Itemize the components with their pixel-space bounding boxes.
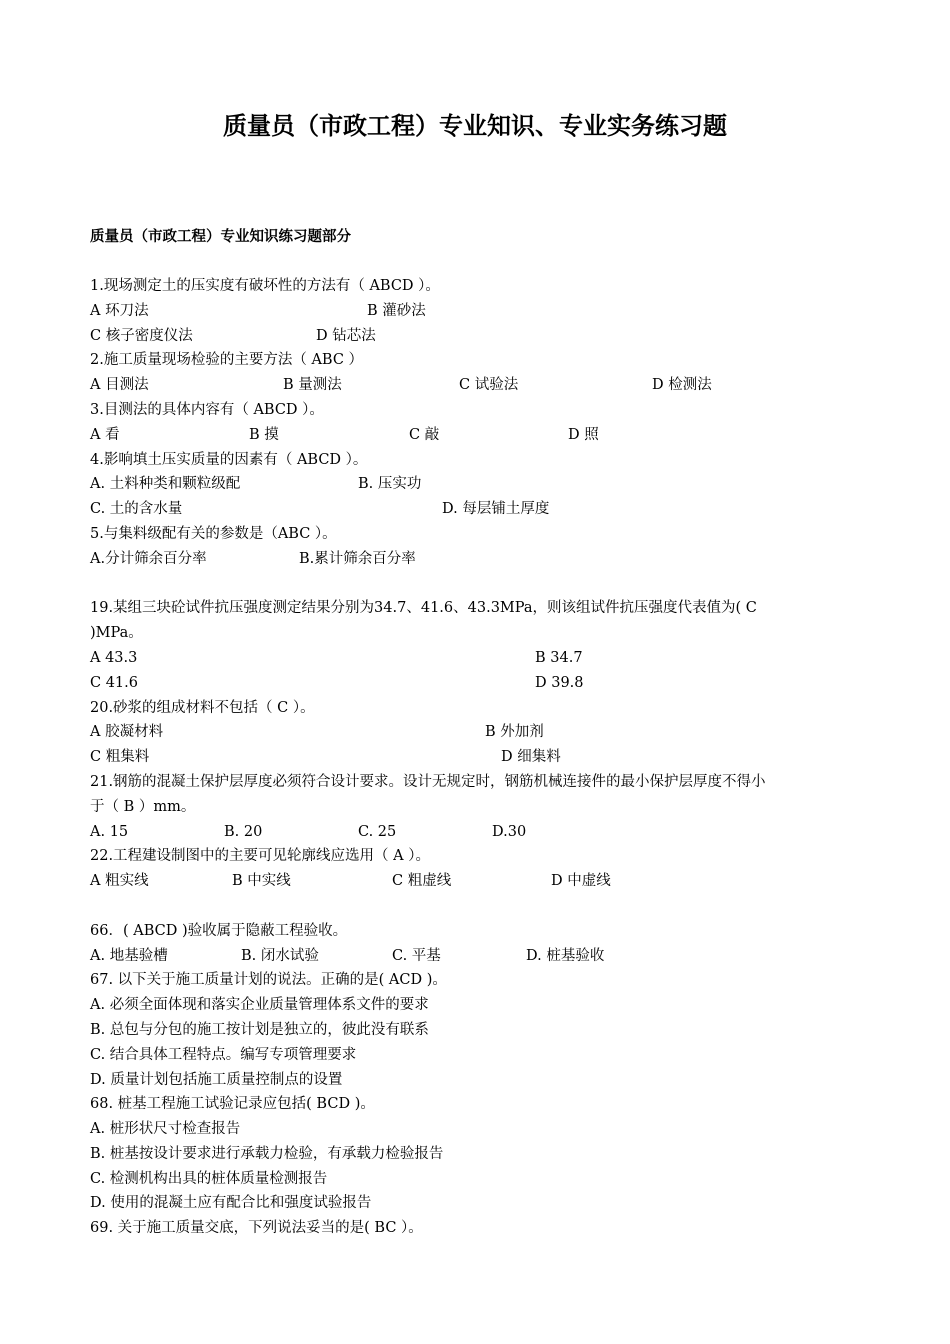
question-text: )MPa。: [90, 625, 143, 642]
question-68: [90, 1092, 870, 1117]
option-text: A. 必须全面体现和落实企业质量管理体系文件的要求: [90, 997, 429, 1014]
question-19: [90, 596, 870, 621]
document-title: 质量员（市政工程）专业知识、专业实务练习题: [223, 112, 727, 140]
option-c: [90, 1167, 870, 1192]
question-text: 5.与集料级配有关的参数是（ABC ）。: [90, 525, 337, 542]
question-2: [90, 348, 870, 373]
question-text: 于（ B ）mm。: [90, 798, 196, 815]
question-4: [90, 448, 870, 473]
question-text: 3.目测法的具体内容有（ ABCD ）。: [90, 401, 324, 418]
option-b: B 中实线: [232, 873, 291, 890]
question-text: 2.施工质量现场检验的主要方法（ ABC ）: [90, 352, 364, 369]
options-row: [90, 646, 870, 671]
option-d: [90, 1191, 870, 1216]
question-text: 66．( ABCD )验收属于隐蔽工程验收。: [90, 922, 348, 939]
option-c: C 核子密度仪法: [90, 327, 193, 344]
option-a: A 43.3: [90, 649, 138, 666]
option-c: C 粗虚线: [392, 873, 452, 890]
option-c: C. 土的含水量: [90, 501, 183, 518]
option-b: B 灌砂法: [367, 302, 426, 319]
question-20: [90, 696, 870, 721]
options-row: [90, 547, 870, 572]
option-text: C. 检测机构出具的桩体质量检测报告: [90, 1170, 328, 1187]
options-row: [90, 423, 870, 448]
option-a: A 胶凝材料: [90, 724, 164, 741]
option-a: A 目测法: [90, 377, 149, 394]
option-d: D 钻芯法: [316, 327, 376, 344]
options-row: [90, 373, 870, 398]
options-row: [90, 720, 870, 745]
option-b: B 34.7: [535, 649, 583, 666]
option-c: C. 25: [358, 823, 397, 840]
option-a: A 看: [90, 426, 120, 443]
option-text: D. 使用的混凝土应有配合比和强度试验报告: [90, 1195, 372, 1212]
options-row: [90, 745, 870, 770]
question-text: 20.砂浆的组成材料不包括（ C ）。: [90, 699, 315, 716]
option-text: D. 质量计划包括施工质量控制点的设置: [90, 1071, 343, 1088]
question-text: 68. 桩基工程施工试验记录应包括( BCD )。: [90, 1096, 375, 1113]
question-text: 22.工程建设制图中的主要可见轮廓线应选用（ A ）。: [90, 848, 430, 865]
option-c: C 41.6: [90, 674, 138, 691]
question-text: 21.钢筋的混凝土保护层厚度必须符合设计要求。设计无规定时，钢筋机械连接件的最小保护层厚度不得小: [90, 773, 766, 790]
options-row: [90, 820, 870, 845]
option-text: A. 桩形状尺寸检查报告: [90, 1121, 241, 1138]
option-d: D 中虚线: [551, 873, 611, 890]
option-c: C 试验法: [459, 377, 519, 394]
option-a: A 粗实线: [90, 873, 149, 890]
option-d: D 照: [568, 426, 599, 443]
option-a: A. 15: [90, 823, 129, 840]
option-b: [90, 1018, 870, 1043]
question-21-cont: [90, 795, 870, 820]
question-3: [90, 398, 870, 423]
option-c: [90, 1043, 870, 1068]
question-text: 19.某组三块砼试件抗压强度测定结果分别为34.7、41.6、43.3MPa，则该组试件抗压强度代表值为( C: [90, 600, 757, 617]
option-a: [90, 993, 870, 1018]
option-a: A.分计筛余百分率: [90, 550, 207, 567]
options-row: [90, 671, 870, 696]
question-69: [90, 1216, 870, 1241]
option-b: B 量测法: [283, 377, 342, 394]
option-b: B. 压实功: [358, 476, 422, 493]
question-66: [90, 919, 870, 944]
option-b: B. 20: [224, 823, 263, 840]
spacer: [90, 894, 870, 919]
option-c: C 粗集料: [90, 749, 150, 766]
option-d: [90, 1068, 870, 1093]
option-b: B 摸: [249, 426, 279, 443]
option-d: D. 桩基验收: [526, 947, 605, 964]
option-text: C. 结合具体工程特点。编写专项管理要求: [90, 1046, 357, 1063]
options-row: [90, 497, 870, 522]
option-a: A. 地基验槽: [90, 947, 168, 964]
option-d: D 细集料: [501, 749, 561, 766]
option-text: B. 桩基按设计要求进行承载力检验，有承载力检验报告: [90, 1145, 444, 1162]
option-a: A. 土料种类和颗粒级配: [90, 476, 241, 493]
option-b: [90, 1142, 870, 1167]
option-d: D. 每层铺土厚度: [442, 501, 550, 518]
question-text: 1.现场测定土的压实度有破坏性的方法有（ ABCD ）。: [90, 278, 440, 294]
option-b: B 外加剂: [485, 724, 544, 741]
options-row: [90, 869, 870, 894]
option-text: B. 总包与分包的施工按计划是独立的，彼此没有联系: [90, 1021, 429, 1038]
question-22: [90, 844, 870, 869]
option-d: D 39.8: [535, 674, 584, 691]
spacer: [90, 572, 870, 597]
question-1: [90, 274, 870, 299]
question-67: [90, 968, 870, 993]
option-d: D 检测法: [652, 377, 712, 394]
option-b: B. 闭水试验: [241, 947, 319, 964]
question-text: 67. 以下关于施工质量计划的说法。正确的是( ACD )。: [90, 972, 447, 989]
question-5: [90, 522, 870, 547]
options-row: [90, 944, 870, 969]
section-heading: 质量员（市政工程）专业知识练习题部分: [90, 229, 351, 245]
option-b: B.累计筛余百分率: [299, 550, 416, 567]
question-text: 69. 关于施工质量交底，下列说法妥当的是( BC ）。: [90, 1220, 423, 1237]
options-row: [90, 472, 870, 497]
question-19-cont: [90, 621, 870, 646]
options-row: [90, 324, 870, 349]
question-21: [90, 770, 870, 795]
option-a: A 环刀法: [90, 302, 149, 319]
option-c: C 敲: [409, 426, 440, 443]
question-list: [90, 274, 870, 1241]
option-c: C. 平基: [392, 947, 441, 964]
question-text: 4.影响填土压实质量的因素有（ ABCD ）。: [90, 451, 368, 468]
option-a: [90, 1117, 870, 1142]
options-row: [90, 299, 870, 324]
option-d: D.30: [492, 823, 527, 840]
